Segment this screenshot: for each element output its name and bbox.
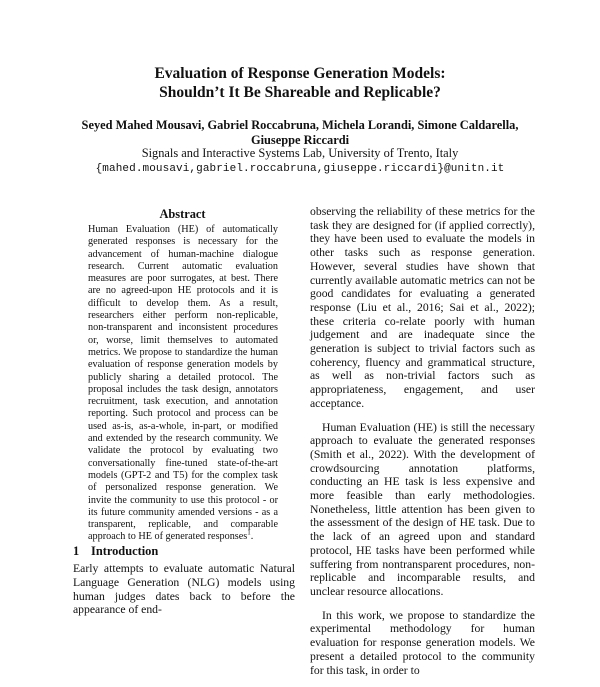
- abstract-text: [88, 224, 278, 544]
- right-paragraph-1: observing the reliability of these metrics for the task they are designed for (if applied correctly), they have been used to evaluate the models in other tasks such as response generation. However, several studies have shown that currently available automatic metrics can not be good candidates for evaluating a generated response (Liu et al., 2016; Sai et al., 2022); these criteria co-relate poorly with human judgement and are inadequate since the generation is subject to trivial factors such as coherency, fluency and grammatical structure, as well as non-trivial factors such as appropriateness, engagement, and user acceptance.: [310, 205, 535, 410]
- footnote-mark: 1: [247, 529, 251, 538]
- section-heading-introduction: [73, 544, 293, 559]
- affiliation: Signals and Interactive Systems Lab, University of Trento, Italy: [141, 146, 459, 160]
- right-paragraph-3: In this work, we propose to standardize the experimental methodology for human evaluation for response generation models. We present a detailed protocol to the community for this task, in order to: [310, 608, 535, 677]
- paper-title: [60, 64, 540, 102]
- authors-line-1: Seyed Mahed Mousavi, Gabriel Roccabruna, Michela Lorandi, Simone Caldarella,: [81, 118, 519, 132]
- title-line-1: Evaluation of Response Generation Models:: [154, 65, 446, 82]
- right-column: [310, 205, 535, 687]
- authors-line-2: Giuseppe Riccardi: [250, 133, 350, 147]
- right-paragraph-2: Human Evaluation (HE) is still the necessary approach to evaluate the generated responses (Smith et al., 2022). With the development of crowdsourcing annotation platforms, conducting an HE task is less expensive and more feasible than early methodologies. Nonetheless, little attention has been given to the assessment of the design of HE task. Due to the lack of an agreed upon and standard protocol, HE tasks have been performed while suffering from nontransparent procedures, non-replicable and incomparable results, and unclear resource allocations.: [310, 420, 535, 598]
- abstract-body: Human Evaluation (HE) of automatically generated responses is necessary for the advancement of human-machine dialogue research. Current automatic evaluation measures are poor surrogates, at best. There are no agreed-upon HE protocols and it is difficult to develop them. As a result, researchers either perform non-replicable, non-transparent and inconsistent procedures or, worse, limit themselves to automated metrics. We propose to standardize the human evaluation of response generation models by publicly sharing a detailed protocol. The proposal includes the task design, annotators recruitment, task execution, and annotation reporting. Such protocol and process can be used as-is, as-a-whole, in-part, or modified and extended by the research community. We validate the protocol by evaluating two conversationally fine-tuned state-of-the-art models (GPT-2 and T5) for the complex task of personalized response generation. We invite the community to use this protocol - or its future community amended versions - as a transparent, replicable, and comparable approach to HE of generated responses: [88, 224, 278, 543]
- section-title: Introduction: [91, 544, 159, 558]
- author-emails: {mahed.mousavi,gabriel.roccabruna,giuseppe.riccardi}@unitn.it: [95, 163, 505, 175]
- introduction-paragraph: Early attempts to evaluate automatic Natural Language Generation (NLG) models using human judges dates back to before the appearance of end-: [73, 562, 295, 617]
- title-line-2: Shouldn’t It Be Shareable and Replicable?: [159, 84, 441, 101]
- abstract-heading: Abstract: [159, 207, 206, 221]
- section-number: 1: [73, 544, 80, 558]
- abstract-period: .: [250, 531, 254, 543]
- author-list: [60, 118, 540, 148]
